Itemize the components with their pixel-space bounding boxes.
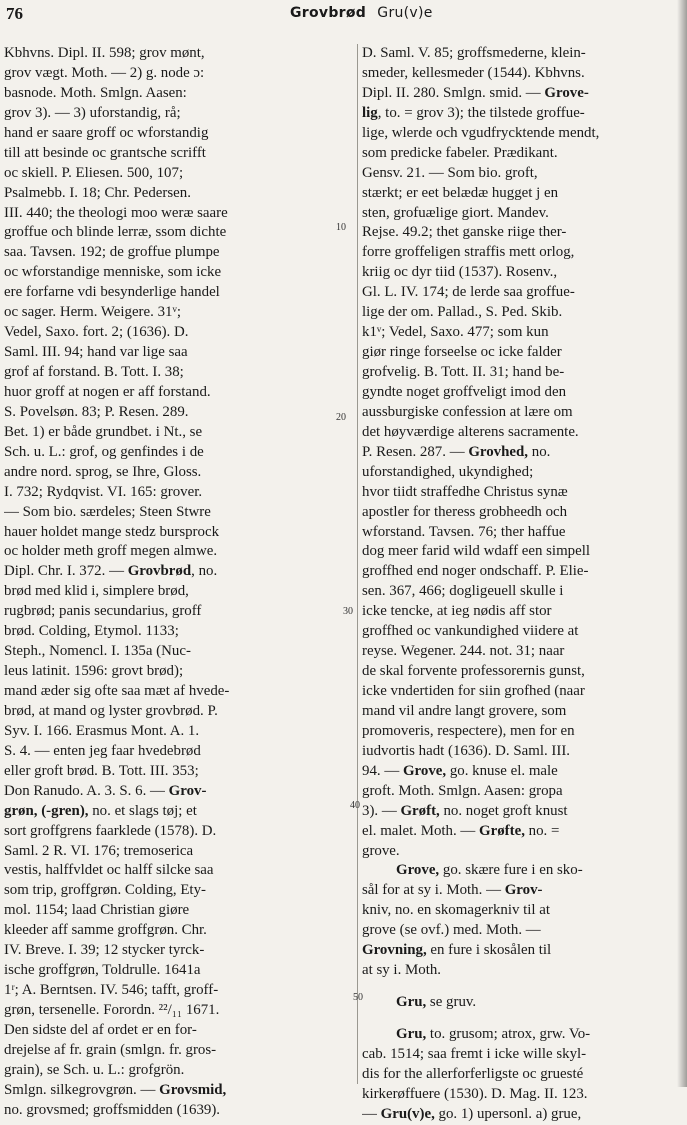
- text-line: k1ᵛ; Vedel, Saxo. 477; som kun: [362, 324, 549, 341]
- text-line: groft. Moth. Smlgn. Aasen: gropa: [362, 782, 563, 799]
- text-line: icke vndertiden for siin grofhed (naar: [362, 683, 585, 699]
- running-head-first: Grovbrød: [290, 5, 367, 21]
- text-line: — Som bio. særdeles; Steen Stwre: [4, 503, 211, 520]
- text-line: kleeder aff samme groffgrøn. Chr.: [4, 922, 207, 939]
- line-number: 20: [336, 412, 346, 423]
- text-line: eller groft brød. B. Tott. III. 353;: [4, 762, 199, 779]
- left-column: [4, 44, 354, 1121]
- text-line: Steph., Nomencl. I. 135a (Nuc-: [4, 643, 191, 660]
- text-line: kirkerøffuere (1530). D. Mag. II. 123.: [362, 1085, 588, 1102]
- text-line: andre nord. sprog, se Ihre, Gloss.: [4, 463, 202, 480]
- text-line: grof af forstand. B. Tott. I. 38;: [4, 364, 184, 380]
- text-line: sort groffgrens faarklede (1578). D.: [4, 822, 217, 839]
- line-number: 40: [350, 800, 360, 811]
- text-line: S. Povelsøn. 83; P. Resen. 289.: [4, 403, 189, 420]
- text-line: oc sager. Herm. Weigere. 31ᵛ;: [4, 304, 181, 321]
- text-line: Saml. 2 R. VI. 176; tremoserica: [4, 842, 194, 859]
- line-number: 50: [353, 992, 363, 1003]
- text-line: grøn, (-gren), no. et slags tøj; et: [4, 802, 197, 819]
- text-line: [362, 981, 678, 993]
- page-header: [0, 2, 687, 26]
- text-line: uforstandighed, ukyndighed;: [362, 463, 534, 480]
- text-line: Saml. III. 94; hand var lige saa: [4, 344, 188, 361]
- text-line: grøn, tersenelle. Forordn. ²²/₁₁ 1671.: [4, 1002, 220, 1018]
- text-line: iudvortis hadt (1636). D. Saml. III.: [362, 742, 571, 759]
- text-line: Syv. I. 166. Erasmus Mont. A. 1.: [4, 722, 200, 739]
- line-number: 10: [336, 222, 346, 233]
- text-line: aussburgiske confession at lære om: [362, 403, 573, 420]
- text-line: sen. 367, 466; dogligeuell skulle i: [362, 583, 564, 600]
- text-line: wforstand. Tavsen. 76; ther haffue: [362, 523, 566, 540]
- text-line: leus latinit. 1596: grovt brød);: [4, 663, 184, 680]
- page-edge-shadow: [677, 0, 687, 1087]
- text-line: III. 440; the theologi moo weræ saare: [4, 204, 228, 221]
- text-line: brød med klid i, simplere brød,: [4, 583, 189, 600]
- text-line: groffhed oc vankundighed viidere at: [362, 623, 579, 640]
- text-line: grain), se Sch. u. L.: grofgrön.: [4, 1061, 185, 1078]
- text-line: groffue och blinde lerræ, ssom dichte: [4, 224, 227, 241]
- text-line: Kbhvns. Dipl. II. 598; grov mønt,: [4, 45, 205, 61]
- text-line: till att besinde oc grantsche scrifft: [4, 144, 206, 161]
- text-line: giør ringe forseelse oc icke falder: [362, 344, 562, 361]
- text-line: Grove, go. skære fure i en sko-: [396, 862, 583, 879]
- text-line: dis for the allerforferligste oc gruesté: [362, 1065, 584, 1082]
- text-line: hauer holdet mange stedz bursprock: [4, 523, 220, 540]
- text-line: oc holder meth groff megen almwe.: [4, 543, 218, 560]
- text-line: S. 4. — enten jeg faar hvedebrød: [4, 742, 201, 759]
- text-line: grofvelig. B. Tott. II. 31; hand be-: [362, 364, 565, 380]
- text-line: el. malet. Moth. — Grøfte, no. =: [362, 822, 560, 839]
- text-line: Vedel, Saxo. fort. 2; (1636). D.: [4, 324, 189, 341]
- text-line: lig, to. = grov 3); the tilstede groffue-: [362, 104, 585, 121]
- text-line: de skal forvente professorernis gunst,: [362, 663, 585, 680]
- text-line: grove.: [362, 842, 400, 859]
- text-line: Rejse. 49.2; thet ganske riige ther-: [362, 224, 567, 241]
- text-line: Grovning, en fure i skosålen til: [362, 942, 552, 959]
- text-line: groffhed end noger ondschaff. P. Elie-: [362, 563, 589, 580]
- text-line: sten, grofuælige giort. Mandev.: [362, 204, 549, 221]
- page-number: 76: [6, 4, 23, 23]
- text-line: dog meer farid wild wdaff een simpell: [362, 543, 590, 560]
- text-line: 94. — Grove, go. knuse el. male: [362, 762, 558, 779]
- text-line: at sy i. Moth.: [362, 962, 442, 979]
- text-line: Den sidste del af ordet er en for-: [4, 1021, 197, 1038]
- text-line: stærkt; er eet belædæ hugget j en: [362, 184, 559, 201]
- text-line: grov vægt. Moth. — 2) g. node ɔ:: [4, 64, 205, 81]
- text-line: P. Resen. 287. — Grovhed, no.: [362, 443, 551, 460]
- text-line: icke tencke, at ieg nødis aff stor: [362, 603, 552, 620]
- text-line: rugbrød; panis secundarius, groff: [4, 603, 202, 620]
- text-line: Gensv. 21. — Som bio. groft,: [362, 164, 538, 181]
- text-line: lige der om. Pallad., S. Ped. Skib.: [362, 304, 563, 321]
- text-line: hand er saare groff oc wforstandig: [4, 124, 209, 141]
- text-line: Bet. 1) er både grundbet. i Nt., se: [4, 423, 203, 440]
- text-line: gyndte noget groffveligt imod den: [362, 383, 567, 400]
- text-line: lige, wlerde och vgudfrycktende mendt,: [362, 124, 600, 141]
- text-line: huor groff at nogen er aff forstand.: [4, 383, 211, 400]
- text-line: vestis, halffvldet oc halff silcke saa: [4, 862, 214, 879]
- text-line: oc skiell. P. Eliesen. 500, 107;: [4, 164, 184, 181]
- line-number: 30: [343, 606, 353, 617]
- text-line: brød, at mand og lyster grovbrød. P.: [4, 702, 218, 719]
- text-line: som trip, groffgrøn. Colding, Ety-: [4, 882, 206, 899]
- text-line: mand æder sig ofte saa mæt af hvede-: [4, 683, 230, 699]
- text-line: Smlgn. silkegrovgrøn. — Grovsmid,: [4, 1081, 227, 1098]
- text-line: Gl. L. IV. 174; de lerde saa groffue-: [362, 284, 575, 301]
- text-line: IV. Breve. I. 39; 12 stycker tyrck-: [4, 942, 205, 959]
- text-line: smeder, kellesmeder (1544). Kbhvns.: [362, 64, 585, 81]
- text-line: drejelse af fr. grain (smlgn. fr. gros-: [4, 1041, 217, 1058]
- column-divider: [357, 44, 358, 1084]
- text-line: sål for at sy i. Moth. — Grov-: [362, 882, 543, 899]
- text-line: no. grovsmed; groffsmidden (1639).: [4, 1101, 221, 1118]
- text-line: basnode. Moth. Smlgn. Aasen:: [4, 84, 187, 101]
- text-line: apostler for theress grobheedh och: [362, 503, 568, 520]
- running-head: [290, 5, 433, 21]
- text-line: cab. 1514; saa fremt i icke wille skyl-: [362, 1045, 587, 1062]
- text-line: I. 732; Rydqvist. VI. 165: grover.: [4, 483, 203, 500]
- text-line: kniv, no. en skomagerkniv til at: [362, 902, 551, 919]
- text-line: [362, 1013, 678, 1025]
- text-line: — Gru(v)e, go. 1) upersonl. a) grue,: [362, 1105, 582, 1122]
- text-line: grov 3). — 3) uforstandig, rå;: [4, 104, 181, 121]
- text-line: som predicke fabeler. Prædikant.: [362, 144, 558, 161]
- text-line: Psalmebb. I. 18; Chr. Pedersen.: [4, 184, 191, 201]
- text-line: saa. Tavsen. 192; de groffue plumpe: [4, 244, 220, 261]
- text-line: brød. Colding, Etymol. 1133;: [4, 623, 179, 640]
- text-line: oc wforstandige menniske, som icke: [4, 264, 222, 281]
- text-line: Gru, to. grusom; atrox, grw. Vo-: [396, 1026, 591, 1042]
- text-line: grove (se ovf.) med. Moth. —: [362, 922, 541, 939]
- text-line: mol. 1154; laad Christian giøre: [4, 902, 190, 919]
- right-column: [362, 44, 678, 1125]
- text-line: Sch. u. L.: grof, og genfindes i de: [4, 443, 204, 460]
- text-line: Don Ranudo. A. 3. S. 6. — Grov-: [4, 782, 207, 799]
- text-line: kriig oc dyr tiid (1537). Rosenv.,: [362, 264, 558, 281]
- text-line: Dipl. Chr. I. 372. — Grovbrød, no.: [4, 563, 218, 580]
- text-line: D. Saml. V. 85; groffsmederne, klein-: [362, 45, 586, 61]
- running-head-last: Gru(v)e: [377, 5, 433, 21]
- text-line: det høyværdige alterens sacramente.: [362, 423, 579, 440]
- text-line: 1ʳ; A. Berntsen. IV. 546; tafft, groff-: [4, 982, 219, 999]
- text-line: reyse. Wegener. 244. not. 31; naar: [362, 643, 565, 660]
- text-line: hvor tiidt straffedhe Christus synæ: [362, 483, 568, 500]
- text-line: forre groffeligen straffis mett orlog,: [362, 244, 575, 261]
- text-line: mand vil andre langt grovere, som: [362, 702, 567, 719]
- text-line: Dipl. II. 280. Smlgn. smid. — Grove-: [362, 84, 589, 101]
- text-line: ere forfarne vdi besynderlige handel: [4, 284, 220, 301]
- text-line: 3). — Grøft, no. noget groft knust: [362, 802, 568, 819]
- text-line: ische groffgrøn, Toldrulle. 1641a: [4, 962, 201, 979]
- text-line: Gru, se gruv.: [396, 994, 477, 1011]
- text-line: promoveris, respectere), men for en: [362, 722, 575, 739]
